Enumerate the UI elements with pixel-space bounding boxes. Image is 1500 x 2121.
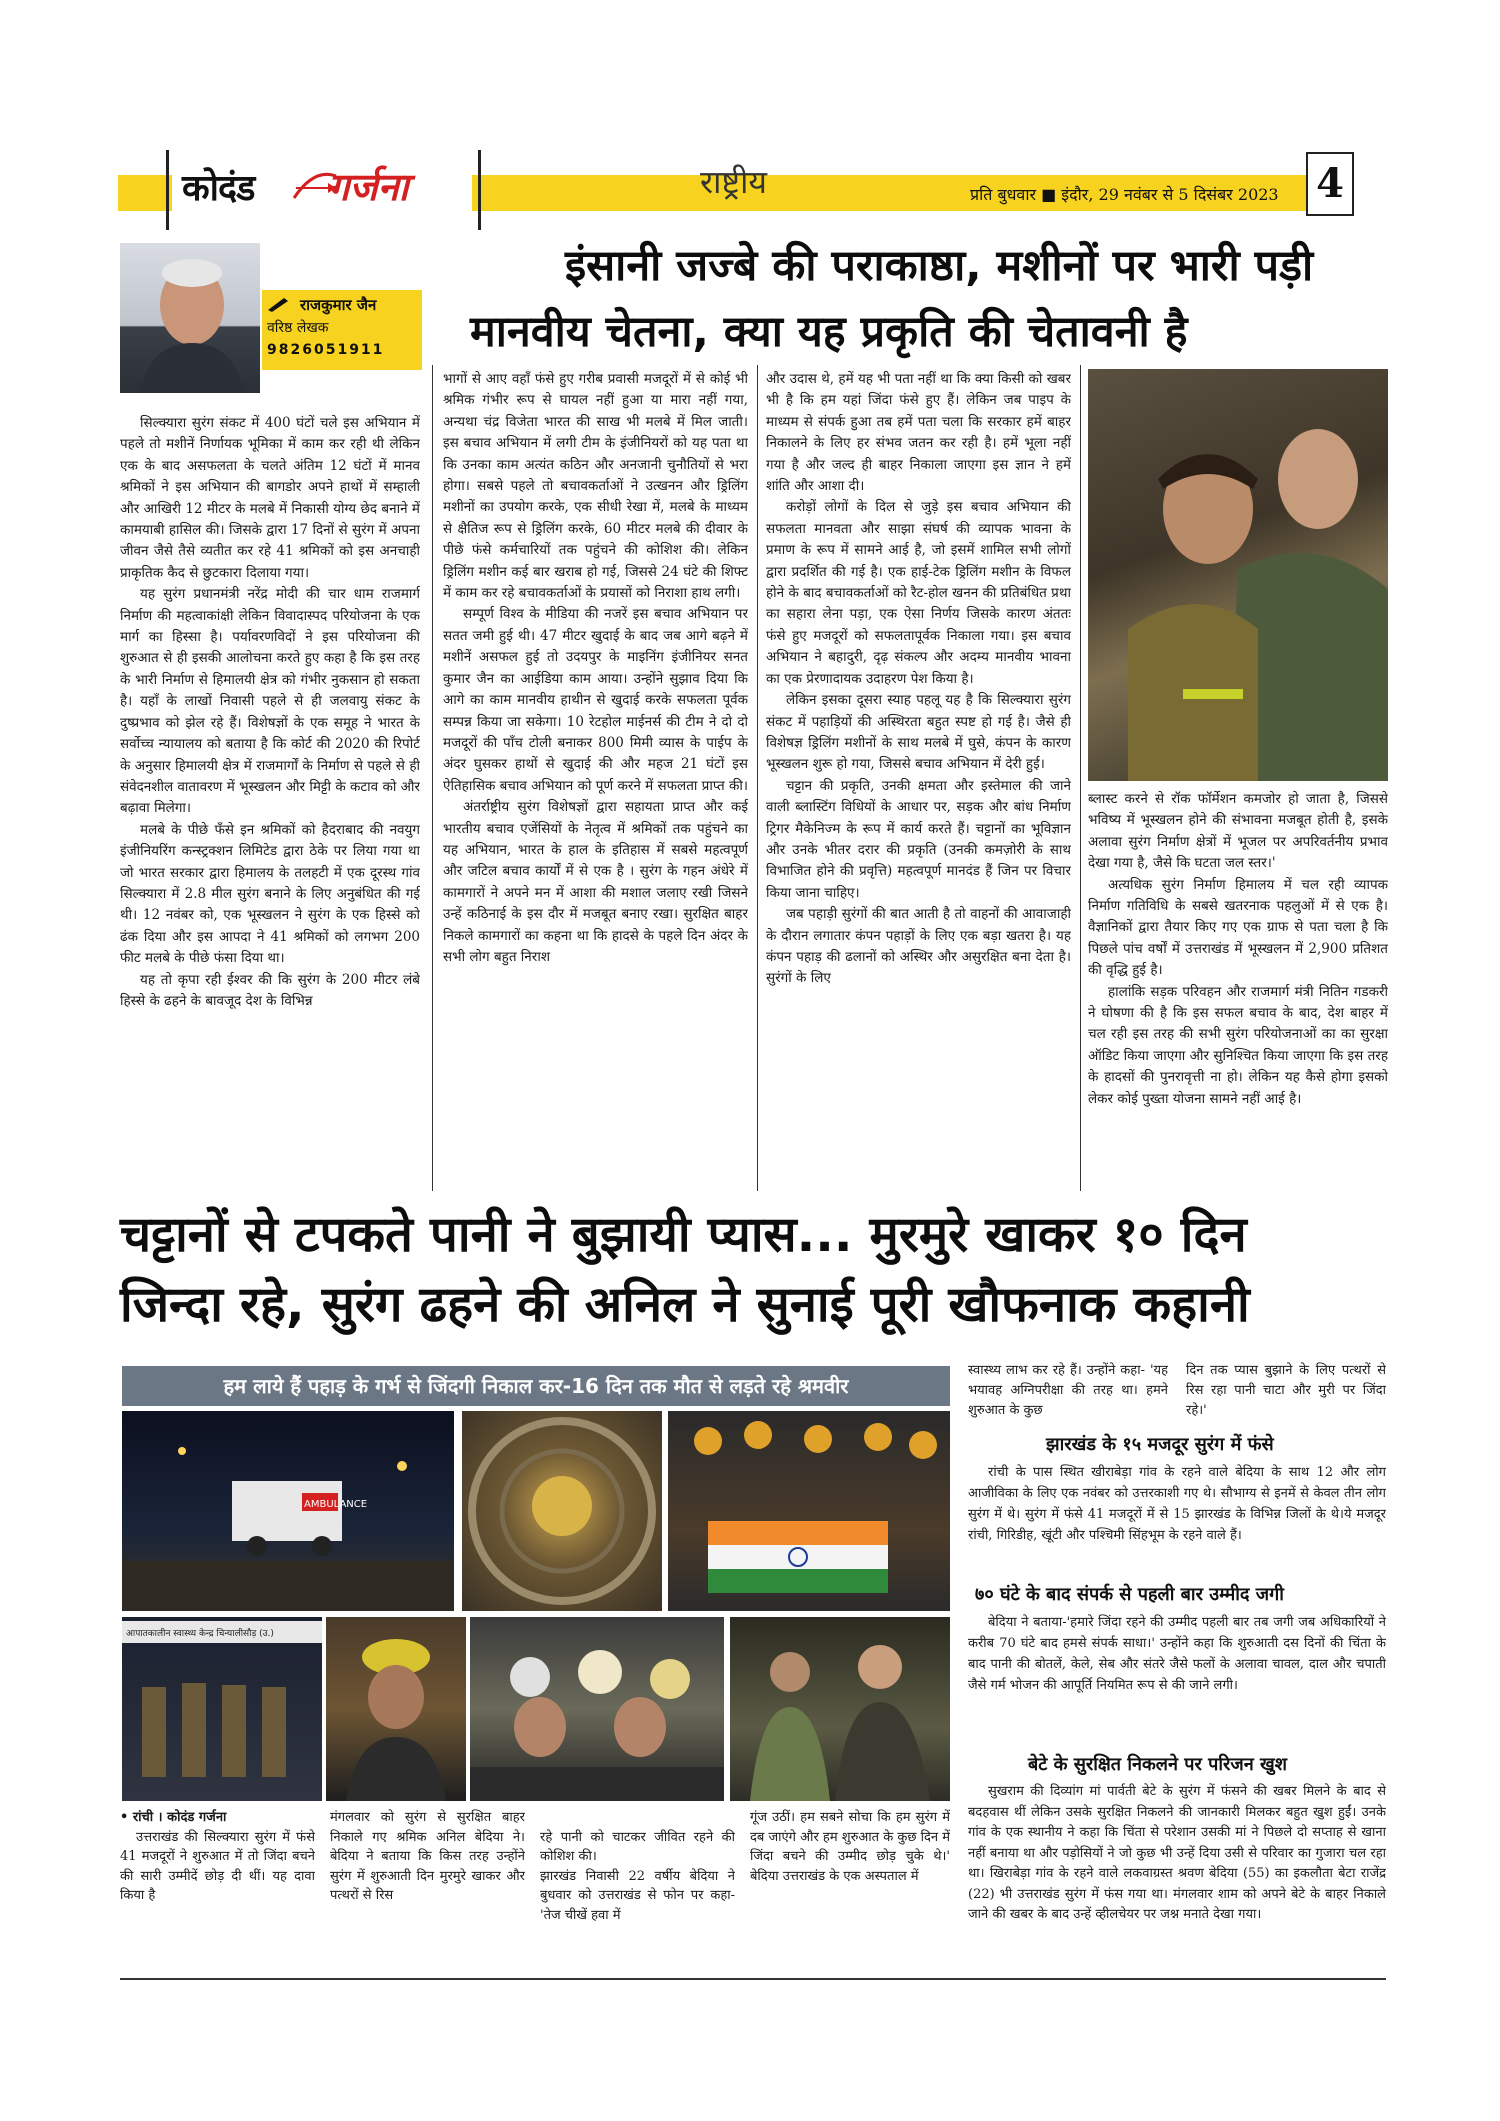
paragraph: मंगलवार को सुरंग से सुरक्षित बाहर निकाले गए श्रमिक अनिल बेदिया ने। बेदिया ने बताया कि किस तरह उन्होंने सुरंग में शुरुआती दिन मुरमुरे खाकर और पत्थरों से रिस: [330, 1810, 525, 1903]
worker-closeup-photo: [326, 1617, 466, 1801]
pen-icon: [266, 296, 292, 312]
dateline-bullet: • रांची । कोदंड गर्जना: [120, 1810, 227, 1825]
ambulance-label: AMBULANCE: [304, 1499, 368, 1510]
paragraph: भागों से आए वहाँ फंसे हुए गरीब प्रवासी मजदूरों में से कोई भी श्रमिक गंभीर रूप से घायल नहीं हुआ या मारा नहीं गया, अन्यथा चंद्र विजेता भारत की साख भी मलबे में मिल जाती। इस बचाव अभियान में लगी टीम के इंजीनियरों को यह पता था कि उनका काम अत्यंत कठिन और अनजानी चुनौतियों से भरा होगा। सबसे पहले तो बचावकर्ताओं ने उत्खनन और ड्रिलिंग मशीनों का उपयोग करके, एक सीधी रेखा में, मलबे के माध्यम से क्षैतिज रूप से ड्रिलिंग करके, 60 मीटर मलबे की दीवार के पीछे फंसे कर्मचारियों तक पहुंचने की कोशिश की। लेकिन ड्रिलिंग मशीन कई बार खराब हो गई, जिससे 24 घंटे की शिफ्ट में काम कर रहे बचावकर्ताओं के प्रयासों को निराशा हाथ लगी।: [443, 371, 748, 602]
article-column-2: [443, 369, 748, 1191]
pipe-icon: [462, 1411, 662, 1611]
paragraph: यह तो कृपा रही ईश्वर की कि सुरंग के 200 मीटर लंबे हिस्से के ढहने के बावजूद देश के विभिन्न: [120, 971, 420, 1009]
subhead-family: बेटे के सुरक्षित निकलने पर परिजन खुश: [1028, 1754, 1287, 1775]
author-role: वरिष्ठ लेखक: [267, 320, 329, 336]
column-divider: [1080, 365, 1081, 1191]
hospital-police-photo: [122, 1617, 322, 1801]
officials-photo: [730, 1617, 950, 1801]
helmet-icon: [326, 1617, 466, 1801]
paragraph: और उदास थे, हमें यह भी पता नहीं था कि क्या किसी को खबर भी है कि हम यहां जिंदा फंसे हुए हैं। लेकिन जब पाइप के माध्यम से संपर्क हुआ तब हमें पता चला कि सरकार हमें बाहर निकालने के लिए हर संभव जतन कर रही है। हमें भूला नहीं गया है और जल्द ही बाहर निकाला जाएगा इस ज्ञान ने हमें शांति और आशा दी।: [766, 371, 1071, 495]
tricolor-flag-icon: [668, 1411, 950, 1611]
hospital-sign: आपातकालीन स्वास्थ्य केन्द्र चिन्यालीसौड़ (उ.): [126, 1629, 274, 1639]
paragraph: हालांकि सड़क परिवहन और राजमार्ग मंत्री नितिन गडकरी ने घोषणा की है कि इस सफल बचाव के बाद, देश बाहर में चल रही इस तरह की सभी सुरंग परियोजनाओं का का सुरक्षा ऑडिट किया जाएगा और सुनिश्चित किया जाएगा कि इस तरह के हादसों की पुनरावृत्ती ना हो। लेकिन यह कैसे होगा इसको लेकर कोई पुख्ता योजना सामने नहीं आई है।: [1088, 983, 1388, 1107]
paragraph: अंतर्राष्ट्रीय सुरंग विशेषज्ञों द्वारा सहायता प्राप्त और कई भारतीय बचाव एजेंसियों के नेतृत्व में श्रमिकों तक पहुंचने का यह अभियान, भारत के हाल के इतिहास में सबसे महत्वपूर्ण और जटिल बचाव कार्यों में से एक है । सुरंग के गहन अंधेरे में कामगारों ने अपने मन में आशा की मशाल जलाए रखी जिसने उन्हें कठिनाई के इस दौर में मजबूत बनाए रखा। सुरक्षित बाहर निकले कामगारों का कहना था कि हादसे के पहले दिन अंदर के सभी लोग बहुत निराश: [443, 799, 748, 965]
officials-icon: [730, 1617, 950, 1801]
paragraph: दिन तक प्यास बुझाने के लिए पत्थरों से रिस रहा पानी चाटा और मुरी पर जिंदा रहे।': [1186, 1363, 1386, 1418]
paragraph: बेदिया ने बताया-'हमारे जिंदा रहने की उम्मीद पहली बार तब जगी जब अधिकारियों ने करीब 70 घंटे बाद हमसे संपर्क साधा।' उन्होंने कहा कि शुरुआती दस दिनों की चिंता के बाद पानी की बोतलें, केले, सेब और संतरे जैसे फलों के अलावा चावल, दाल और चपाती जैसे गर्म भोजन की आपूर्ति नियमित रूप से की जाने लगी।: [968, 1615, 1386, 1693]
paragraph: जब पहाड़ी सुरंगों की बात आती है तो वाहनों की आवाजाही के दौरान लगातार कंपन पहाड़ों के लिए एक बड़ा खतरा है। यह कंपन पहाड़ की ढलानों को अस्थिर और असुरक्षित बना देता है। सुरंगों के लिए: [766, 906, 1071, 987]
author-photo: [120, 243, 260, 393]
subhead-jharkhand-text: [968, 1462, 1386, 1568]
paragraph: रहे पानी को चाटकर जीवित रहने की कोशिश की। झारखंड निवासी 22 वर्षीय बेदिया ने बुधवार को उत्तराखंड से फोन पर कहा-'तेज चीखें हवा में: [540, 1829, 735, 1923]
dateline: प्रति बुधवार ■ इंदौर, 29 नवंबर से 5 दिसंबर 2023: [970, 185, 1279, 204]
paragraph: गूंज उठीं। हम सबने सोचा कि हम सुरंग में दब जाएंगे और हम शुरुआत के कुछ दिन में जिंदा बचने की उम्मीद छोड़ चुके थे।' बेदिया उत्तराखंड के एक अस्पताल में: [750, 1810, 950, 1884]
story-b-column-4: [750, 1808, 950, 1968]
bottom-rule: [120, 1978, 1386, 1980]
paragraph: स्वास्थ्य लाभ कर रहे हैं। उन्होंने कहा- 'यह भयावह अग्निपरीक्षा की तरह था। हमने शुरुआत के कुछ: [968, 1363, 1168, 1418]
paragraph: सिल्क्यारा सुरंग संकट में 400 घंटों चले इस अभियान में पहले तो मशीनें निर्णायक भूमिका में काम कर रही थी लेकिन एक के बाद असफलता के चलते अंतिम 12 घंटों में मानव श्रमिकों ने इस अभियान की बागडोर अपने हाथों में सम्हाली और आखिरी 12 मीटर के मलबे में निकासी योग्य छेद बनाने में कामयाबी हासिल की। जिसके द्वारा 17 दिनों से सुरंग में अपना जीवन जैसे तैसे व्यतीत कर रहे 41 श्रमिकों को इस अनचाही प्राकृतिक कैद से छुटकारा दिलाया गया।: [120, 415, 420, 581]
subhead-jharkhand: झारखंड के १५ मजदूर सुरंग में फंसे: [1046, 1434, 1274, 1455]
page-number: 4: [1306, 152, 1354, 216]
headline-line-1: इंसानी जज्बे की पराकाष्ठा, मशीनों पर भारी पड़ी: [565, 241, 1314, 291]
author-name: राजकुमार जैन: [300, 296, 377, 314]
article-column-4: [1088, 789, 1388, 1191]
column-divider: [757, 365, 758, 1191]
logo-divider: [478, 150, 481, 230]
author-phone: 9826051911: [267, 342, 385, 358]
story-b-column-3: [540, 1808, 735, 1968]
tunnel-pipe-photo: [462, 1411, 662, 1611]
story-b-column-1: [120, 1808, 315, 1968]
paragraph: लेकिन इसका दूसरा स्याह पहलू यह है कि सिल्क्यारा सुरंग संकट में पहाड़ियों की अस्थिरता बहुत स्पष्ट हो गई है। जैसे ही विशेषज्ञ ड्रिलिंग मशीनों के साथ मलबे में घुसे, कंपन के कारण भूस्खलन शुरू हो गया, जिससे बचाव अभियान में देरी हुई।: [766, 692, 1071, 773]
rescue-team-flag-photo: [668, 1411, 950, 1611]
paragraph: उत्तराखंड की सिल्क्यारा सुरंग में फंसे 41 मजदूरों ने शुरुआत में तो जिंदा बचने की सारी उम्मीदें छोड़ दी थीं। यह दावा किया है: [120, 1829, 315, 1903]
logo-text-garjana: गर्जना: [328, 165, 409, 209]
subhead-contact: ७० घंटे के बाद संपर्क से पहली बार उम्मीद जगी: [975, 1584, 1284, 1605]
workers-group-icon: [470, 1617, 724, 1801]
logo-divider: [166, 150, 169, 230]
headline-line-2: मानवीय चेतना, क्या यह प्रकृति की चेतावनी है: [470, 307, 1188, 357]
paragraph: सम्पूर्ण विश्व के मीडिया की नजरें इस बचाव अभियान पर सतत जमी हुई थी। 47 मीटर खुदाई के बाद जब आगे बढ़ने में मशीनें असफल हुई तो उदयपुर के माइनिंग इंजीनियर सनत कुमार जैन का आईडिया काम आया। उन्होंने सुझाव दिया कि आगे का काम मानवीय हाथीन से खुदाई करके सफलता पूर्वक सम्पन्न किया जा सकेगा। 10 रेटहोल माईनर्स की टीम ने दो दो मजदूरों की पाँच टोली बनाकर 800 मिमी व्यास के पाईप के अंदर घुसकर हाथों से खुदाई की और महज 21 घंटों इस ऐतिहासिक बचाव अभियान को पूर्ण करने में सफलता प्राप्त की।: [443, 606, 748, 794]
paragraph: चट्टान की प्रकृति, उनकी क्षमता और इस्तेमाल की जाने वाली ब्लास्टिंग विधियों के आधार पर, सड़क और बांध निर्माण ट्रिगर मैकेनिज्म के रूप में कार्य करते हैं। चट्टानों का भूविज्ञान और उनके भीतर दरार की प्रकृति (उनकी कमज़ोरी के साथ विभाजित होने की प्रवृत्ति) महत्वपूर्ण मानदंड हैं जिन पर विचार किया जाना चाहिए।: [766, 777, 1071, 901]
column-divider: [432, 365, 433, 1191]
paragraph: मलबे के पीछे फँसे इन श्रमिकों को हैदराबाद की नवयुग इंजीनियरिंग कन्स्ट्रक्शन लिमिटेड द्वारा ठेके पर लिया गया था जो भारत सरकार द्वारा हिमालय के तलहटी में एक दूरस्थ गांव सिल्क्यारा में 2.8 मील सुरंग बनाने के लिए अनुबंधित की गई थी। 12 नवंबर को, एक भूस्खलन ने सुरंग के एक हिस्से को ढंक दिया और इस आपदा ने 41 श्रमिकों को लगभग 200 फीट मलबे के पीछे फंसा दिया था।: [120, 821, 420, 967]
paragraph: रांची के पास स्थित खीराबेड़ा गांव के रहने वाले बेदिया के साथ 12 और लोग आजीविका के लिए एक नवंबर को उत्तरकाशी गए थे। सौभाग्य से इनमें से केवल तीन लोग सुरंग में थे। सुरंग में फंसे 41 मजदूरों में से 15 झारखंड के विभिन्न जिलों के थे।ये मजदूर रांची, गिरिडीह, खूंटी और पश्चिमी सिंहभूम के रहने वाले हैं।: [968, 1465, 1386, 1543]
story-b-column-2: [330, 1808, 525, 1968]
author-portrait-icon: [120, 243, 260, 393]
paragraph: यह सुरंग प्रधानमंत्री नरेंद्र मोदी की चार धाम राजमार्ग निर्माण की महत्वाकांक्षी लेकिन विवादास्पद परियोजना के एक मार्ग का हिस्सा है। पर्यावरणविदों ने इस परियोजना की शुरुआत से ही इसकी आलोचना करते हुए कहा है कि इस तरह के भारी निर्माण से हिमालयी क्षेत्र को गंभीर नुकसान हो सकता है। यहाँ के लाखों निवासी पहले से ही जलवायु संकट के दुष्प्रभाव को झेल रहे हैं। विशेषज्ञों के एक समूह ने भारत के सर्वोच्च न्यायालय को बताया है कि कोर्ट की 2020 की रिपोर्ट के अनुसार हिमालयी क्षेत्र में राजमार्गों के निर्माण से पहले से ही संवेदनशील वातावरण में भूस्खलन और मिट्टी के कटाव को और बढ़ावा मिलेगा।: [120, 586, 420, 817]
paragraph: करोड़ों लोगों के दिल से जुड़े इस बचाव अभियान की सफलता मानवता और साझा संघर्ष की व्यापक भावना के प्रमाण के रूप में सामने आई है, जो इसमें शामिल सभी लोगों द्वारा प्रदर्शित की गई है। एक हाई-टेक ड्रिलिंग मशीन के विफल होने के बाद बचावकर्ताओं को रैट-होल खनन की प्रतिबंधित प्रथा का सहारा लेना पड़ा, एक ऐसा निर्णय जिसके कारण अंततः फंसे हुए मजदूरों को सफलतापूर्वक निकाला गया। इस बचाव अभियान ने बहादुरी, दृढ़ संकल्प और अदम्य मानवीय भावना का एक प्रेरणादायक उदाहरण पेश किया है।: [766, 499, 1071, 687]
article-column-3: [766, 369, 1071, 1191]
story-b-right-column-2: [1186, 1361, 1386, 1431]
story-b-right-column-1: [968, 1361, 1168, 1431]
second-headline-line-1: चट्टानों से टपकते पानी ने बुझायी प्यास... मुरमुरे खाकर १० दिन: [120, 1206, 1247, 1263]
article-column-1: [120, 413, 420, 1191]
ambulance-icon: [122, 1411, 454, 1611]
rescue-group-photo: [470, 1617, 724, 1801]
paragraph: ब्लास्ट करने से रॉक फॉर्मेशन कमजोर हो जाता है, जिससे भविष्य में भूस्खलन होने की संभावना मजबूत होती है, इसके अलावा सुरंग निर्माण क्षेत्रों में भूजल पर अपरिवर्तनीय प्रभाव देखा गया है, जैसे कि घटता जल स्तर।': [1088, 791, 1388, 872]
section-title: राष्ट्रीय: [700, 163, 767, 201]
paragraph: अत्यधिक सुरंग निर्माण हिमालय में चल रही व्यापक निर्माण गतिविधि के सबसे खतरनाक पहलुओं में से एक है। वैज्ञानिकों द्वारा तैयार किए गए एक ग्राफ से पता चला है कि पिछले पांच वर्षों में उत्तराखंड में भूस्खलन में 2,900 प्रतिशत की वृद्धि हुई है।: [1088, 876, 1388, 979]
logo-text-kodand: कोदंड: [182, 168, 255, 209]
subhead-contact-text: [968, 1612, 1386, 1740]
second-headline-line-2: जिन्दा रहे, सुरंग ढहने की अनिल ने सुनाई पूरी खौफनाक कहानी: [120, 1276, 1250, 1333]
rescued-worker-photo: [1088, 369, 1388, 781]
subhead-family-text: [968, 1782, 1386, 1968]
worker-embrace-icon: [1088, 369, 1388, 781]
gallery-banner: हम लाये हैं पहाड़ के गर्भ से जिंदगी निकाल कर-16 दिन तक मौत से लड़ते रहे श्रमवीर: [122, 1366, 950, 1406]
hospital-icon: [122, 1617, 322, 1801]
ambulance-photo: [122, 1411, 454, 1611]
paragraph: सुखराम की दिव्यांग मां पार्वती बेटे के सुरंग में फंसने की खबर मिलने के बाद से बदहवास थीं लेकिन उसके सुरक्षित निकलने की जानकारी मिलकर बहुत खुश हुईं। उनके गांव के एक स्थानीय ने कहा कि चिंता से परेशान उसकी मां ने पिछले दो सप्ताह से खाना नहीं बनाया था और पड़ोसियों ने जो कुछ भी उन्हें दिया उसी से परिवार का गुजारा चल रहा था। खिराबेड़ा गांव के रहने वाले लकवाग्रस्त श्रवण बेदिया (55) का इकलौता बेटा राजेंद्र (22) भी उत्तराखंड सुरंग में फंस गया था। मंगलवार शाम को अपने बेटे के बाहर निकाले जाने की खबर के बाद उन्हें व्हीलचेयर पर जश्न मनाते देखा गया।: [968, 1784, 1386, 1922]
